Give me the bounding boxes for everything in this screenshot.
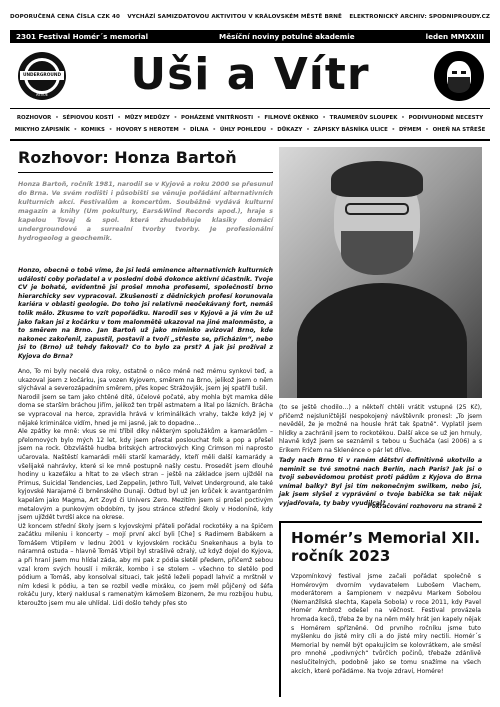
nav-separator: • xyxy=(399,115,407,121)
publisher-note: VYCHÁZÍ SAMIZDATOVOU AKTIVITOU V KRÁLOVSKÉM MĚSTĚ BRNĚ xyxy=(127,14,342,20)
festival-text: Vzpomínkový festival jsme začali pořádat společně s Homérovým dvorním vydavatelem Lubošem Vlachem, moderátorem a šampionem v nezpěvu Markem Sobolou (Nemanžílská slechta, Kapela Sobola) v roce 2011, kdy Pavel Homér Ambrož odešel na věčnost. Festival provázela hromada keců, třeba že by na něm měly hrát jen kapely nějak s Homérem spřízněné. Od prvního ročníku jsme tuto myšlenku do jisté míry cíli a do jisté míry nectili. Homér´s Memorial by neměl být opakujícím se kolovrátkem, ale směsí pro mnohé „podivných“ tvůrčích počinů, třebaže zdánlivě neslučitelných, podobně jako se tomu snažíme na všech akcích, které pořádáme. Na tvoje zdraví, Homére! xyxy=(291,573,481,675)
portrait-logo xyxy=(434,51,484,101)
nav-item[interactable]: KOMIKS xyxy=(80,127,105,133)
article-body xyxy=(18,368,273,609)
nav-separator: • xyxy=(115,115,123,121)
right-column-question: Tady nach Brno ti v raném dětství definitivně ukotvilo a neminit se tvé smotné nach Berlín, nach Paris? Jak jsi o tvoji sebevědomou protést proti pádům z Kyjova do Brna vnímal balky? Byl jsi tím nekonečným swilkem, nebo jsi, jak jsem slyšel z vyprávění o tvoje babička se tak nějak vyjadřovala, ty baby vyudilcal? xyxy=(279,457,482,507)
body-paragraph: Ale zpátky ke mně: vkus se mi tříbil díky některým spolužákům a kamarádům – přelomových bylo mých 12 let, kdy jsem přestal poslouchat folk a pop a přešel jsem na rock. Obzvláště hudba britských artrockových King Crimson mi naprosto učarovala. Naštěstí kamarádi měli starší kamarády, kteří měli další kamarády a všelijaké nahrávky, které si ke mně postupně našly cestu. Prosedět jsem dlouhé hodiny u kazeťáku a hltat to ze všech stran – ještě na základce jsem ujížděl na Primus, Suicidal Tendencies, Led Zeppelin, Jethro Tull, Velvet Underground, ale také kyjovské Narajamé či brněnského Dunaji. Odtud byl už jen krůček k avantgardním kapelám jako Magma, Art Zoyd či Univers Zero. Mezitím jsem si prošel poctivým metalovým a punkovým obdobím, ty jsou stránce střední školy v Hodoníně, kdy jsem ujíždět tvrdší akce na okrese. xyxy=(18,428,273,522)
nav-item[interactable]: FILMOVÉ OKÉNKO xyxy=(264,115,319,121)
nav-item[interactable]: MIKYHO ZÁPISNÍK xyxy=(14,127,70,133)
underground-revue-logo: UNDERGROUND REVUE xyxy=(18,52,66,100)
nav-separator: • xyxy=(268,127,276,133)
issue-date: leden MMXXIII xyxy=(425,32,484,41)
nav-item[interactable]: POHÁZENÉ VNITŘNOSTI xyxy=(181,115,254,121)
nav-item[interactable]: DÍLNA xyxy=(190,127,209,133)
body-paragraph: Už koncem střední školy jsem s kyjovskými přáteli pořádal rockotéky a na špičem začátku mileniu i koncerty – mojí první akcí byli [Che] s Radimem Babákem a Tomášem Vtipilem v lednu 2001 v kyjovském rockáču Snekenhaus a byla to náramná ostuda – hlavně Tomáš Vtipil byl strašlivě ožralý, už když dojel do Kyjova, a při hraní jsem mu hlídal záda, aby mi pak z pódia sletěl předem, přičemž sebou vzal krom svých houslí i mikrák, kombo i se stolem – všechno to sletělo pod pódium a Tomáš, aby konsolval situaci, tak ještě leželi popadl lahvič a mrštněl v ním kdesi k pódiu, a ten se rozbil vedle mixáku, co jsem měl půjčený od šéfa rokáču Jury, který naklusal s ramenatým kámošem Bizonem, že mu rozbijou hubu, kteroužto jsem mu ale uhlídal. Lidi došlo tehdy přes sto xyxy=(18,522,273,608)
article-lead-question: Honzo, obecně o tobě víme, že jsi ledá eminence alternativních kulturních událostí coby pořadatel a v poslední době dokonce aktivní účastník. Tvoje CV je bohaté, evidentně jsi prošel mnoha profesemi, společnosti brno hierarchicky sev vypracoval. Zkušenosti z dědnických profesí korunovala kariéra v oblasti geologie. Do toho jsi relativně neočekávaný fort, nemáš tolik málo. Zkusme to vzít popořádku. Narodil ses v Kyjově a já vím že už jako fakan jsi z kočárku v tom malonmětě ukazoval na jiné malonměsto, a to směrem na Brno. Jan Bartoň už jako miminko avizoval Brno, kde nakonec zakořenil, zapustil, postavil a tvoří „střeste se, přicházím“, nebo jsi to (Brno) už tehdy fakoval? Co to bylo za prst? A jak jsi prožíval z Kyjova do Brna? xyxy=(18,267,273,360)
nav-item[interactable]: ZÁPISKY BÁSNÍKA ULICE xyxy=(313,127,388,133)
newspaper-title: Uši a Vítr xyxy=(130,49,370,100)
subtitle: Měsíční noviny potulné akademie xyxy=(219,32,355,41)
nav-separator: • xyxy=(423,127,431,133)
nav-separator: • xyxy=(210,127,218,133)
nav-item[interactable]: OHEŇ NA STŘEŠE xyxy=(432,127,486,133)
nav-separator: • xyxy=(71,127,79,133)
price-note: DOPORUČENÁ CENA ČÍSLA CZK 40 xyxy=(10,14,120,20)
nav-separator: • xyxy=(180,127,188,133)
nav-row-1 xyxy=(10,112,490,124)
nav-separator: • xyxy=(304,127,312,133)
top-info-line xyxy=(10,14,490,26)
article-intro: Honza Bartoň, ročník 1981, narodil se v Kyjově a roku 2000 se přesunul do Brna. Ve svém rodišti i působišti se věnuje pořádání alternativních kulturních akcí. Festivalům a koncertům. Souběžně vydává kulturní magazín a knihy (Um pokultury, Ears&Wind Records apod.), hraje s kapelou Tovaj & spol. která zhudebňuje klasiky domácí undergroundové a surrealní tvorby tvorby. Je profesionální hydrogeolog a geochemik. xyxy=(18,181,273,242)
nav-separator: • xyxy=(106,127,115,133)
nav-separator: • xyxy=(53,115,61,121)
nav-item[interactable]: TRAUMERŮV SLOUPEK xyxy=(329,115,398,121)
nav-item[interactable]: DÝMEM xyxy=(398,127,422,133)
nav-separator: • xyxy=(320,115,328,121)
nav-item[interactable]: ÚHLY POHLEDU xyxy=(219,127,267,133)
article-headline: Rozhovor: Honza Bartoň xyxy=(18,148,237,167)
nav-separator: • xyxy=(171,115,180,121)
festival-title: Homér’s Memorial XII. ročník 2023 xyxy=(291,529,481,565)
continued-note[interactable]: Pokračování rozhovoru na straně 2 xyxy=(367,504,482,510)
nav-item[interactable]: HOVORY S HEROTEM xyxy=(116,127,179,133)
masthead xyxy=(10,48,490,106)
nav-item[interactable]: ROZHOVOR xyxy=(16,115,52,121)
body-paragraph: Ano, To mi byly necelé dva roky, ostatně o něco méně než mému synkovi teď, a ukazoval jsem z kočárku, jsa vozen Kyjovem, směrem na Brno, jelikož jsem o něm slýchával a severozápadním směrem, přes kopec Strážovják, jsem jej spatřil tušil. xyxy=(18,368,273,393)
festival-label: 2301 Festival Homér´s memorial xyxy=(16,32,149,41)
nav-row-2 xyxy=(10,124,490,136)
body-paragraph: Narodil jsem se tam jako chtěné dítě, účelové počaté, aby mohla být mamka děle doma se starším bráchou Jiřím, jelikož ten trpěl astmatem a lítal po lázních. Brácha se vypracoval na herce, zpravidla hrává v kriminálkách vrahy, takže když jej v nějaké kriminálce vidím, hned je mi jasné, jak to dopadne… xyxy=(18,393,273,427)
nav-separator: • xyxy=(255,115,263,121)
nav-separator: • xyxy=(389,127,397,133)
right-column-text: (to se ještě chodilo…) a někteří chtěli vrátit vstupné (25 Kč), přičemž nejsluníčtější nespokojený návštěvník pronesl: „To jsem nevěděl, že je možné na housle hrát tak špatně“. Vyplatil jsem hlídky a zachránil jsem to rockotékou. Další akce se už jen hrnuly, hlavně když jsem se seznámil s tebou u Šucháča (asi 2006) a s Erikem Fričem na Sklenénce o pár let dříve. xyxy=(279,404,482,454)
festival-sidebox xyxy=(279,521,482,697)
nav-item[interactable]: PODIVUHODNÉ NECESTY xyxy=(408,115,484,121)
interview-photo xyxy=(279,147,482,398)
archive-link[interactable]: ELEKTRONICKÝ ARCHIV: SPODNIPROUDY.CZ xyxy=(349,14,490,20)
issue-bar xyxy=(10,30,490,43)
nav-item[interactable]: DŮKAZY xyxy=(277,127,303,133)
nav-item[interactable]: MŮZY MEDŮZY xyxy=(124,115,170,121)
nav-item[interactable]: SÉPIOVOU KOSTÍ xyxy=(62,115,114,121)
section-navigation xyxy=(10,112,490,136)
